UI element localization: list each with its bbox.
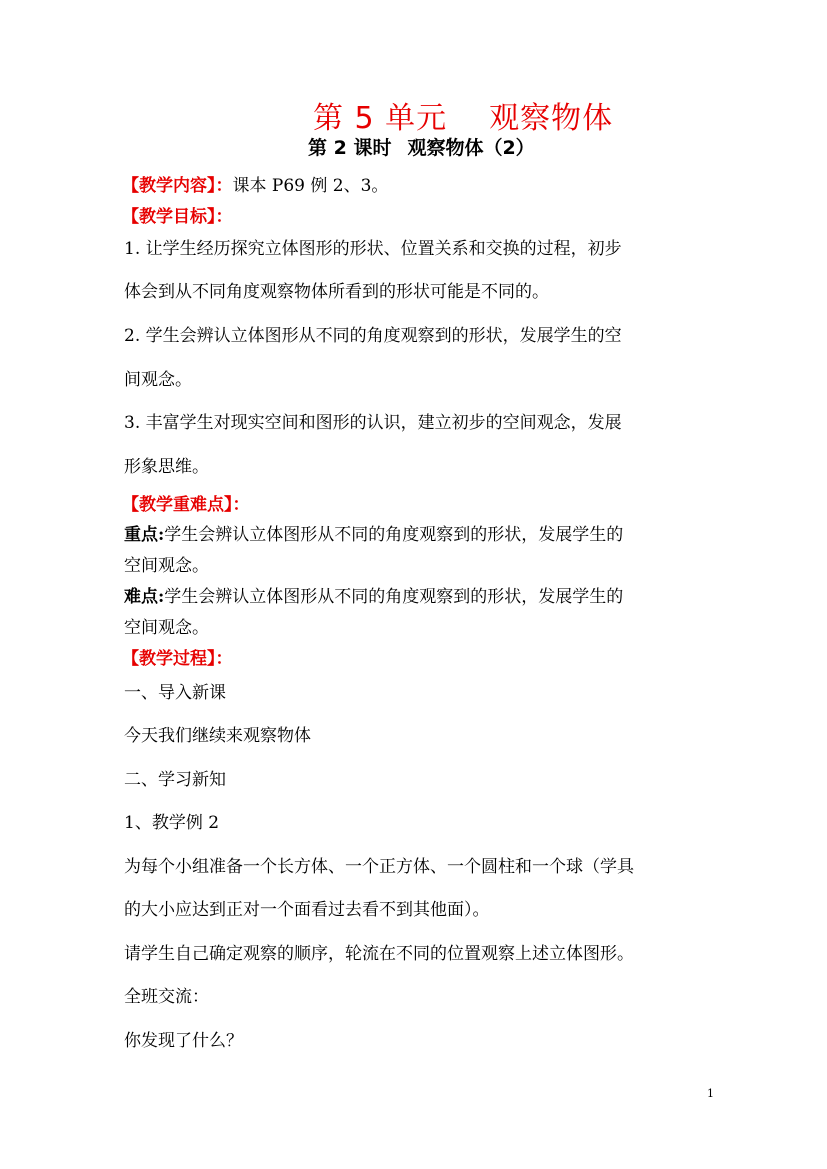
unit-number: 第 5 单元 <box>313 101 448 136</box>
unit-title <box>313 93 613 137</box>
difficulty-line-2: 空间观念。 <box>124 618 209 638</box>
goals-heading: 【教学目标】： <box>122 207 233 227</box>
page-number: 1 <box>707 1087 714 1100</box>
keypoints-heading: 【教学重难点】： <box>122 495 250 515</box>
key-point-label: 重点: <box>124 525 165 545</box>
section-1-text: 今天我们继续来观察物体 <box>124 726 311 746</box>
key-point-line-2: 空间观念。 <box>124 556 209 576</box>
difficulty-text: 学生会辨认立体图形从不同的角度观察到的形状，发展学生的 <box>164 587 624 607</box>
goal-3-line-2: 形象思维。 <box>124 457 209 477</box>
section-2-title: 二、学习新知 <box>124 770 226 790</box>
content-line <box>122 171 388 196</box>
difficulty-line-1 <box>124 582 623 607</box>
goal-3-line-1: 3. 丰富学生对现实空间和图形的认识，建立初步的空间观念，发展 <box>124 413 622 433</box>
goal-1-line-2: 体会到从不同角度观察物体所看到的形状可能是不同的。 <box>124 282 549 302</box>
paragraph-3: 全班交流： <box>124 987 209 1007</box>
paragraph-2: 请学生自己确定观察的顺序，轮流在不同的位置观察上述立体图形。 <box>124 944 634 964</box>
key-point-line-1 <box>124 520 623 545</box>
goal-1-line-1: 1. 让学生经历探究立体图形的形状、位置关系和交换的过程，初步 <box>124 239 622 259</box>
example-title: 1、教学例 2 <box>124 813 220 833</box>
lesson-topic: 观察物体（2） <box>407 137 535 159</box>
content-heading: 【教学内容】： <box>122 176 233 196</box>
key-point-text: 学生会辨认立体图形从不同的角度观察到的形状，发展学生的 <box>164 525 624 545</box>
process-heading: 【教学过程】： <box>122 649 233 669</box>
difficulty-label: 难点: <box>124 587 165 607</box>
lesson-number: 第 2 课时 <box>308 137 392 159</box>
content-text: 课本 P69 例 2、3。 <box>232 176 389 196</box>
paragraph-1-line-1: 为每个小组准备一个长方体、一个正方体、一个圆柱和一个球（学具 <box>124 857 634 877</box>
goal-2-line-2: 间观念。 <box>124 370 192 390</box>
section-1-title: 一、导入新课 <box>124 683 226 703</box>
goal-2-line-1: 2. 学生会辨认立体图形从不同的角度观察到的形状，发展学生的空 <box>124 326 622 346</box>
paragraph-4: 你发现了什么？ <box>124 1031 243 1051</box>
lesson-title <box>308 133 535 160</box>
unit-topic: 观察物体 <box>489 101 614 136</box>
paragraph-1-line-2: 的大小应达到正对一个面看过去看不到其他面）。 <box>124 900 490 920</box>
